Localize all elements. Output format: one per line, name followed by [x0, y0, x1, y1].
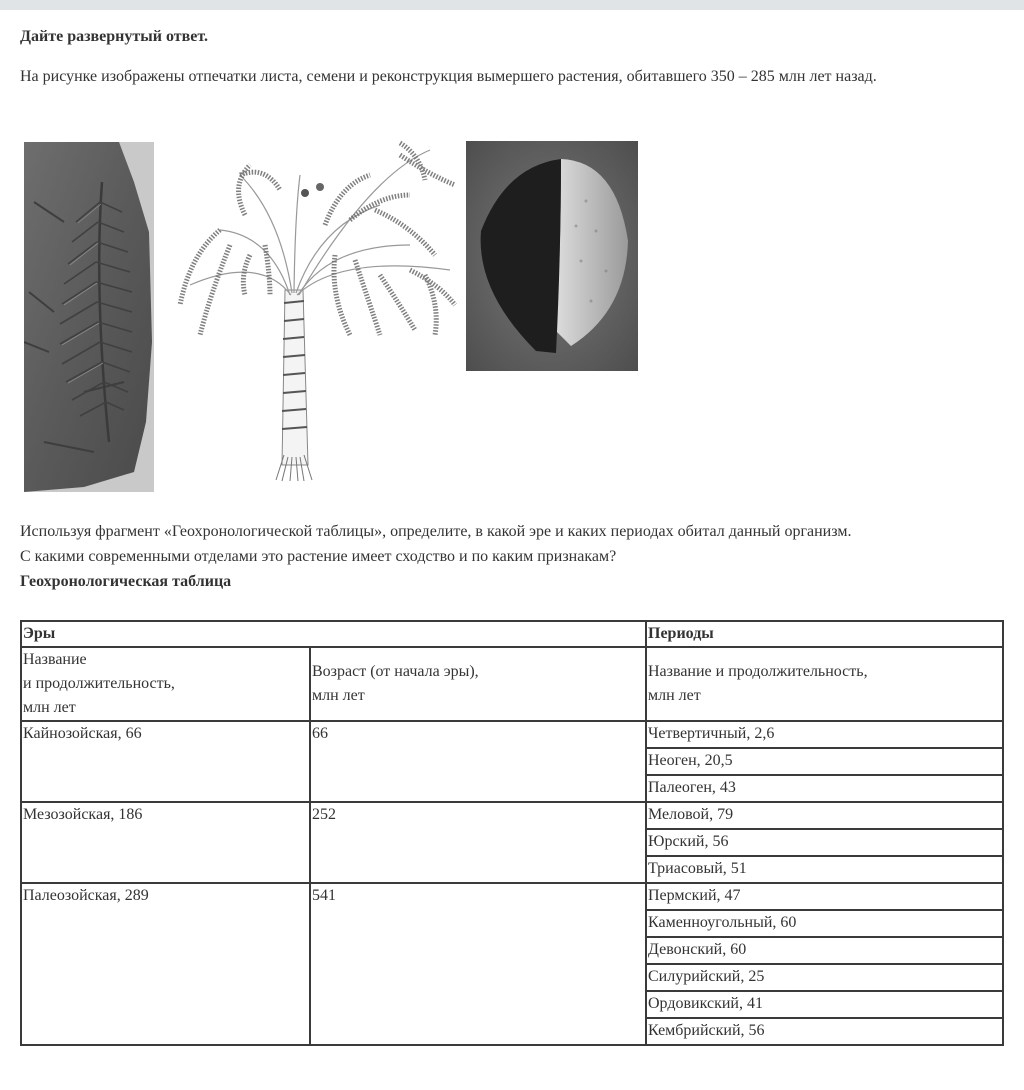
subheader-text: млн лет: [312, 687, 365, 704]
task-intro: На рисунке изображены отпечатки листа, семени и реконструкция вымершего растения, обитавшего 350 – 285 млн лет назад.: [20, 68, 877, 85]
subheader-text: Название: [23, 651, 87, 668]
table-title: Геохронологическая таблица: [20, 573, 232, 590]
top-bar: [0, 0, 1024, 10]
era-name-cell: Мезозойская, 186: [21, 802, 310, 883]
plant-reconstruction-image: [170, 135, 466, 485]
period-cell: Каменноугольный, 60: [646, 910, 1003, 937]
period-cell: Кембрийский, 56: [646, 1018, 1003, 1045]
period-cell: Силурийский, 25: [646, 964, 1003, 991]
era-age-cell: 541: [310, 883, 646, 1045]
period-cell: Триасовый, 51: [646, 856, 1003, 883]
period-cell: Неоген, 20,5: [646, 748, 1003, 775]
question-line-2: С какими современными отделами это растение имеет сходство и по каким признакам?: [20, 548, 617, 565]
fossil-leaf-image: [24, 142, 154, 492]
period-cell: Палеоген, 43: [646, 775, 1003, 802]
era-name-cell: Кайнозойская, 66: [21, 721, 310, 802]
period-cell: Четвертичный, 2,6: [646, 721, 1003, 748]
subheader-period: [646, 647, 1003, 721]
table-row: [21, 883, 1003, 910]
era-name-cell: Палеозойская, 289: [21, 883, 310, 1045]
table-subheader-row: [21, 647, 1003, 721]
period-cell: Девонский, 60: [646, 937, 1003, 964]
fossil-seed-image: [466, 141, 638, 371]
period-cell: Юрский, 56: [646, 829, 1003, 856]
question-line-1: Используя фрагмент «Геохронологической таблицы», определите, в какой эре и каких периодах обитал данный организм.: [20, 523, 852, 540]
table-row: [21, 802, 1003, 829]
subheader-text: Название и продолжительность,: [648, 663, 868, 680]
era-age-cell: 66: [310, 721, 646, 802]
task-heading: Дайте развернутый ответ.: [20, 28, 208, 45]
header-periods: Периоды: [646, 621, 1003, 647]
period-cell: Пермский, 47: [646, 883, 1003, 910]
subheader-text: млн лет: [648, 687, 701, 704]
period-cell: Ордовикский, 41: [646, 991, 1003, 1018]
header-eras: Эры: [21, 621, 646, 647]
subheader-text: и продолжительность,: [23, 675, 175, 692]
subheader-era-name: [21, 647, 310, 721]
subheader-text: млн лет: [23, 699, 76, 716]
period-cell: Меловой, 79: [646, 802, 1003, 829]
table-row: [21, 721, 1003, 748]
table-header-row: [21, 621, 1003, 647]
subheader-era-age: [310, 647, 646, 721]
era-age-cell: 252: [310, 802, 646, 883]
fossil-leaf-imprint-icon: [24, 142, 154, 492]
figures: [0, 135, 660, 495]
plant-reconstruction-icon: [170, 135, 466, 485]
geochronological-table: [20, 620, 1004, 1046]
subheader-text: Возраст (от начала эры),: [312, 663, 479, 680]
fossil-seed-imprint-icon: [466, 141, 638, 371]
